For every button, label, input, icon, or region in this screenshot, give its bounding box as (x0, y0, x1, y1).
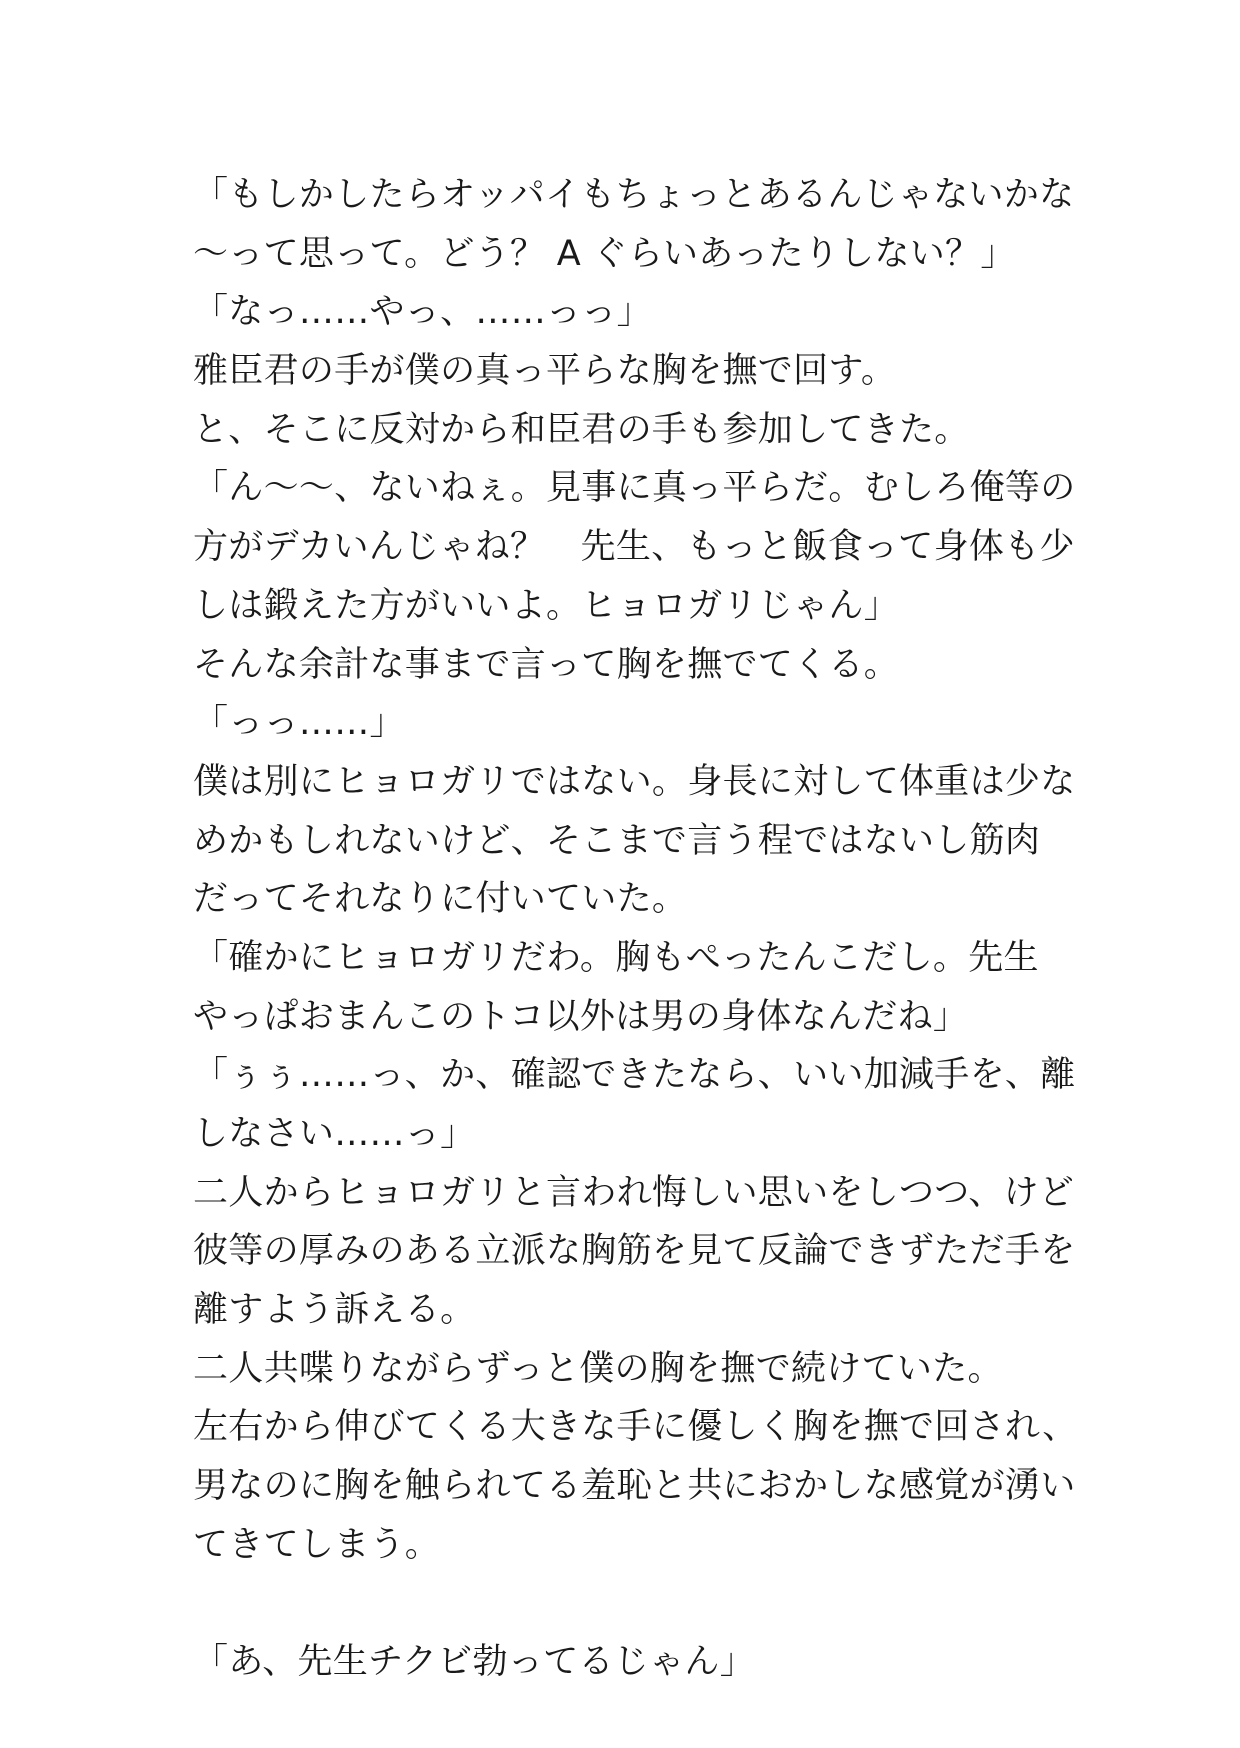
text-line: てきてしまう。 (193, 1524, 441, 1565)
body-text (193, 166, 1078, 1692)
text-line: 「あ、先生チクビ勃ってるじゃん」 (193, 1642, 756, 1683)
text-line: 男なのに胸を触られてる羞恥と共におかしな感覚が湧い (193, 1466, 1076, 1507)
text-line: 「確かにヒョロガリだわ。胸もぺったんこだし。先生 (193, 937, 1039, 978)
text-line: 二人からヒョロガリと言われ悔しい思いをしつつ、けど (193, 1172, 1075, 1213)
text-line: 「なっ……やっ、……っっ」 (193, 292, 652, 333)
blank-line (193, 1575, 1073, 1634)
text-line: 僕は別にヒョロガリではない。身長に対して体重は少な (193, 761, 1076, 802)
text-line: 「ぅぅ……っ、か、確認できたなら、いい加減手を、離 (193, 1055, 1076, 1096)
text-line: 彼等の厚みのある立派な胸筋を見て反論できずただ手を (193, 1231, 1076, 1272)
text-line: 二人共喋りながらずっと僕の胸を撫で続けていた。 (193, 1348, 1003, 1389)
text-line: 方がデカいんじゃね？ 先生、もっと飯食って身体も少 (193, 527, 1075, 568)
text-line: 「ん〜〜、ないねぇ。見事に真っ平らだ。むしろ俺等の (193, 468, 1076, 509)
text-line: 雅臣君の手が僕の真っ平らな胸を撫で回す。 (193, 351, 897, 392)
text-line: 「もしかしたらオッパイもちょっとあるんじゃないかな (193, 175, 1075, 215)
text-line: 離すよう訴える。 (193, 1290, 476, 1331)
text-line: しなさい……っ」 (193, 1114, 476, 1154)
text-line: めかもしれないけど、そこまで言う程ではないし筋肉 (193, 820, 1041, 861)
text-line: 「っっ……」 (193, 703, 405, 744)
text-line: しは鍛えた方がいいよ。ヒョロガリじゃん」 (193, 585, 900, 626)
text-line: そんな余計な事まで言って胸を撫でてくる。 (193, 644, 900, 685)
text-line: だってそれなりに付いていた。 (193, 879, 688, 920)
text-line: やっぱおまんこのトコ以外は男の身体なんだね」 (193, 996, 969, 1037)
text-line: 左右から伸びてくる大きな手に優しく胸を撫で回され、 (193, 1407, 1078, 1448)
text-line: 〜って思って。どう？ A ぐらいあったりしない？」 (193, 233, 1016, 274)
text-line: と、そこに反対から和臣君の手も参加してきた。 (193, 409, 970, 450)
